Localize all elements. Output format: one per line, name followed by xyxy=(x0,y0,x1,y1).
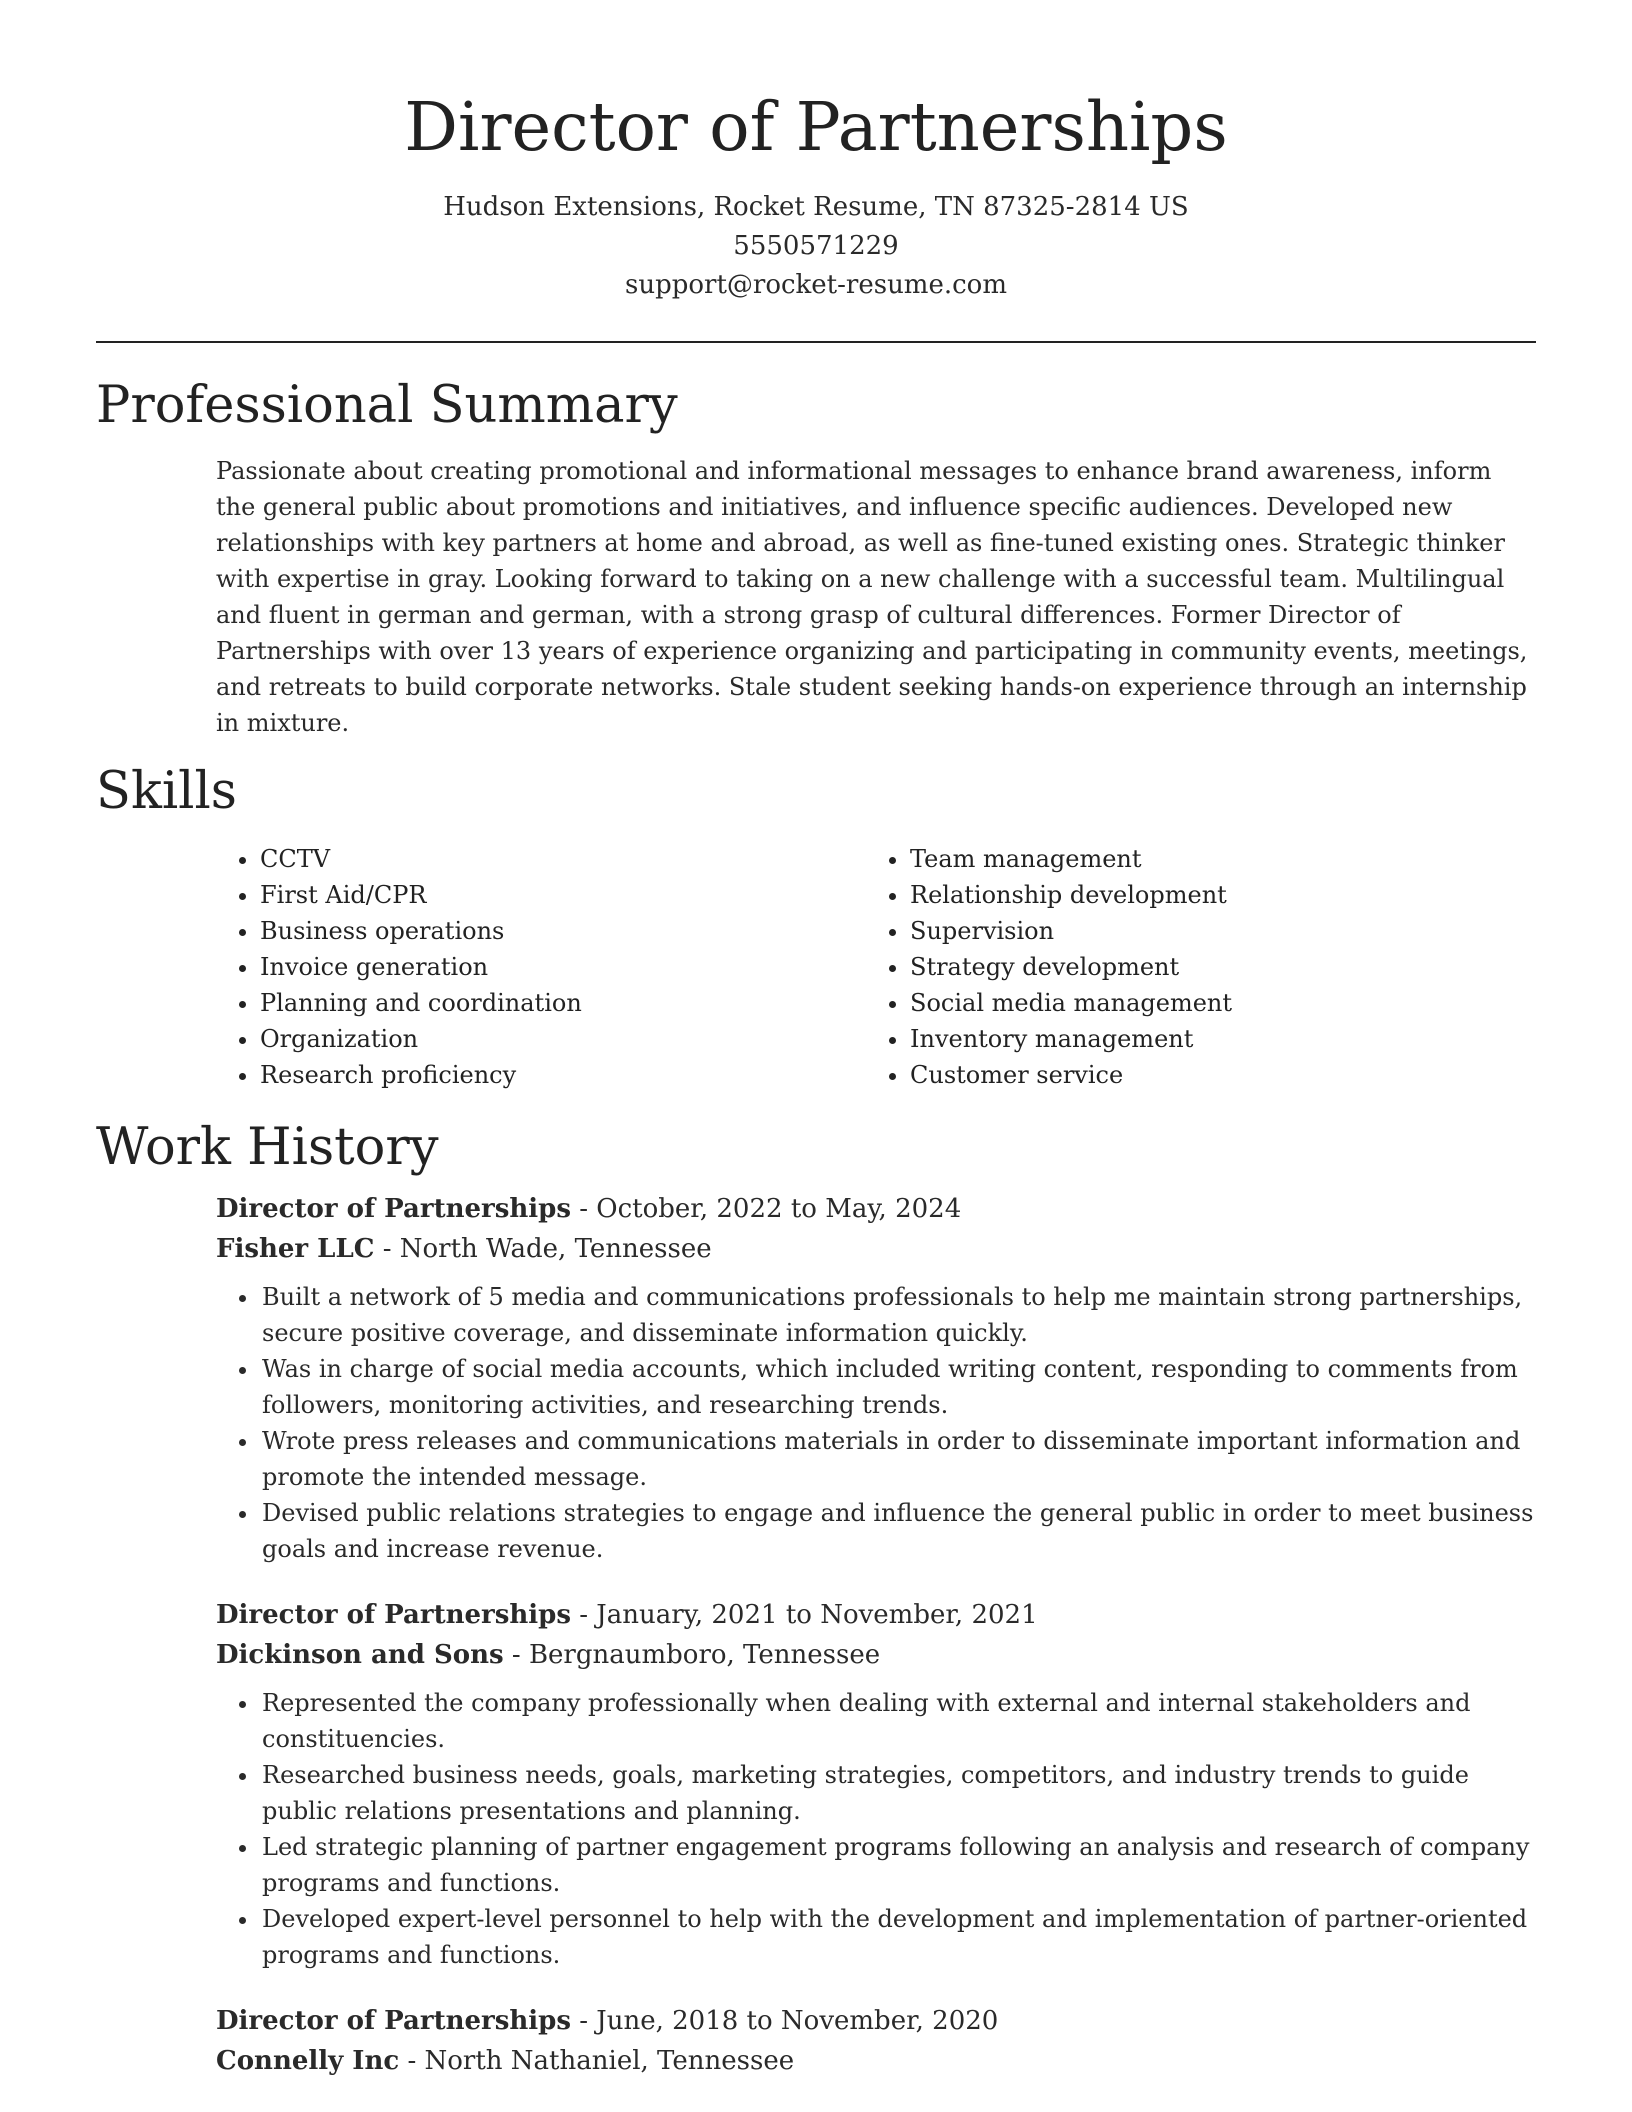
job-bullet: • Led strategic planning of partner engagement programs following an analysis and research of company programs and functions. xyxy=(260,1829,1536,1901)
page-title: Director of Partnerships xyxy=(404,88,1228,166)
summary-paragraph: Passionate about creating promotional and informational messages to enhance brand awareness, inform the general public about promotions and initiatives, and influence specific audiences. Developed new relationships with key partners at home and abroad, as well as fine-tuned existing ones. Strategic thinker with expertise in gray. Looking forward to taking on a new challenge with a successful team. Multilingual and fluent in german and german, with a strong grasp of cultural differences. Former Director of Partnerships with over 13 years of experience organizing and participating in community events, meetings, and retreats to build corporate networks. Stale student seeking hands-on experience through an internship in mixture. xyxy=(216,457,1528,737)
skills-columns xyxy=(216,841,1536,1093)
skill-item: • Strategy development xyxy=(910,949,1516,985)
job-dates: - October, 2022 to May, 2024 xyxy=(570,1194,962,1224)
skill-item: • Relationship development xyxy=(910,877,1516,913)
skill-item: • Invoice generation xyxy=(260,949,866,985)
skill-item: • Social media management xyxy=(910,985,1516,1021)
job-dates: - June, 2018 to November, 2020 xyxy=(570,2006,999,2036)
job-location: - Bergnaumboro, Tennessee xyxy=(503,1640,881,1670)
job-entry xyxy=(216,2001,1536,2081)
job-bullet: • Devised public relations strategies to engage and influence the general public in order to meet business goals and increase revenue. xyxy=(260,1495,1536,1567)
job-entry xyxy=(216,1595,1536,1973)
resume-header xyxy=(96,0,1536,305)
skill-item: • Organization xyxy=(260,1021,866,1057)
job-title: Director of Partnerships xyxy=(216,2006,571,2036)
skill-item: • Customer service xyxy=(910,1057,1516,1093)
job-title: Director of Partnerships xyxy=(216,1600,571,1630)
email-text: support@rocket-resume.com xyxy=(624,270,1007,300)
job-bullet: • Represented the company professionally when dealing with external and internal stakeholders and constituencies. xyxy=(260,1685,1536,1757)
summary-heading: Professional Summary xyxy=(96,376,678,435)
job-bullet: • Wrote press releases and communications materials in order to disseminate important information and promote the intended message. xyxy=(260,1423,1536,1495)
skill-item: • Inventory management xyxy=(910,1021,1516,1057)
job-location: - North Nathaniel, Tennessee xyxy=(399,2046,795,2076)
job-entry xyxy=(216,1189,1536,1567)
job-bullet: • Developed expert-level personnel to help with the development and implementation of partner-oriented programs and functions. xyxy=(260,1901,1536,1973)
job-bullets xyxy=(216,1279,1536,1567)
job-title-line xyxy=(216,1189,1536,1229)
job-bullet: • Was in charge of social media accounts, which included writing content, responding to comments from followers, monitoring activities, and researching trends. xyxy=(260,1351,1536,1423)
job-company: Dickinson and Sons xyxy=(216,1640,504,1670)
job-title-line xyxy=(216,1595,1536,1635)
job-company-line xyxy=(216,1229,1536,1269)
job-bullet: • Built a network of 5 media and communications professionals to help me maintain strong partnerships, secure positive coverage, and disseminate information quickly. xyxy=(260,1279,1536,1351)
skill-item: • Planning and coordination xyxy=(260,985,866,1021)
header-divider xyxy=(96,341,1536,343)
skill-item: • CCTV xyxy=(260,841,866,877)
skills-list-right xyxy=(866,841,1516,1093)
skill-item: • Research proficiency xyxy=(260,1057,866,1093)
skills-list-left xyxy=(216,841,866,1093)
job-bullet: • Researched business needs, goals, marketing strategies, competitors, and industry trends to guide public relations presentations and planning. xyxy=(260,1757,1536,1829)
job-company: Fisher LLC xyxy=(216,1234,375,1264)
job-title: Director of Partnerships xyxy=(216,1194,571,1224)
resume-page xyxy=(96,0,1536,2081)
skill-item: • Team management xyxy=(910,841,1516,877)
address-text: Hudson Extensions, Rocket Resume, TN 87325-2814 US xyxy=(443,192,1189,222)
job-company-line xyxy=(216,2041,1536,2081)
job-company: Connelly Inc xyxy=(216,2046,400,2076)
skills-heading: Skills xyxy=(96,762,237,821)
skill-item: • Business operations xyxy=(260,913,866,949)
job-title-line xyxy=(216,2001,1536,2041)
skill-item: • First Aid/CPR xyxy=(260,877,866,913)
work-history-heading: Work History xyxy=(96,1118,439,1177)
job-dates: - January, 2021 to November, 2021 xyxy=(570,1600,1038,1630)
job-bullets xyxy=(216,1685,1536,1973)
skill-item: • Supervision xyxy=(910,913,1516,949)
phone-text: 5550571229 xyxy=(733,231,899,261)
job-location: - North Wade, Tennessee xyxy=(374,1234,712,1264)
job-company-line xyxy=(216,1635,1536,1675)
